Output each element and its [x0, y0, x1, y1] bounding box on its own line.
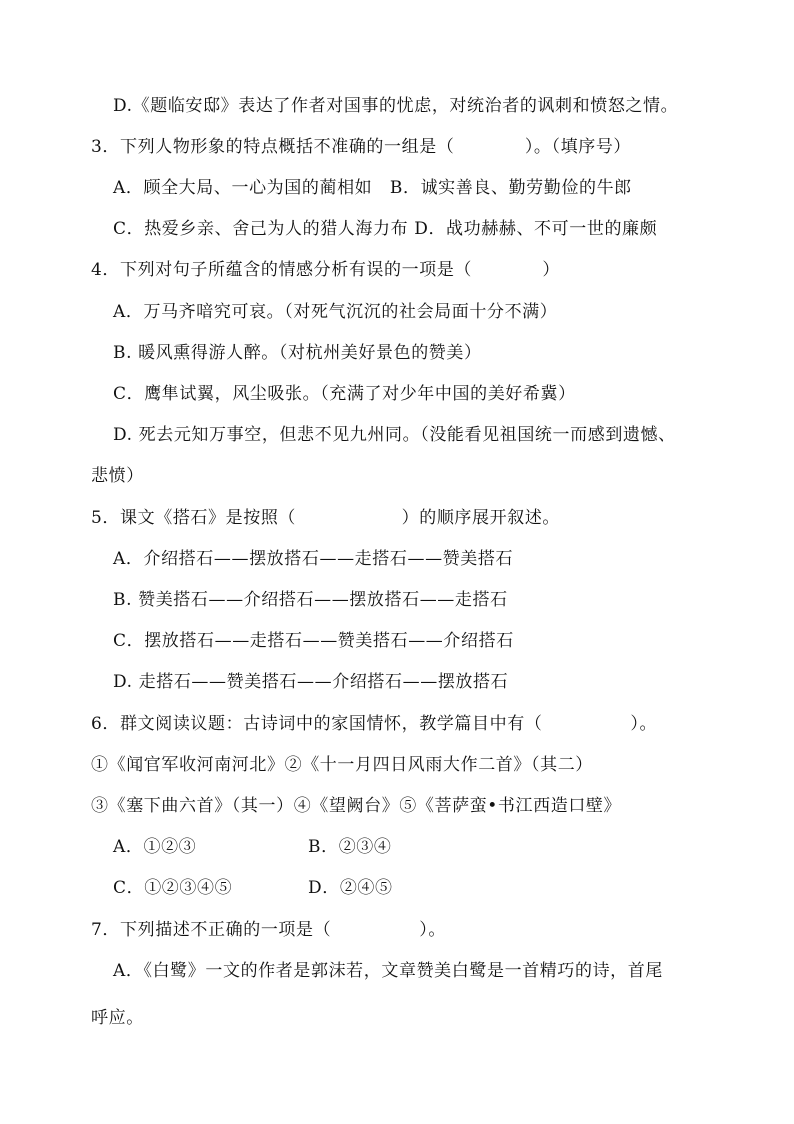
q3-options-cd: C．热爱乡亲、舍己为人的猎人海力布 D．战功赫赫、不可一世的廉颇	[113, 219, 658, 239]
question-5-stem: 5．课文《搭石》是按照（ ）的顺序展开叙述。	[91, 508, 561, 528]
q4-option-d-continued: 悲愤）	[91, 466, 144, 486]
q5-option-d: D. 走搭石——赞美搭石——介绍搭石——摆放搭石	[113, 672, 509, 692]
q5-option-c: C．摆放搭石——走搭石——赞美搭石——介绍搭石	[113, 631, 514, 651]
q4-option-d: D. 死去元知万事空，但悲不见九州同。（没能看见祖国统一而感到遗憾、	[113, 425, 676, 445]
q3-options-ab: A．顾全大局、一心为国的蔺相如 B．诚实善良、勤劳勤俭的牛郎	[113, 178, 632, 198]
q2-option-d: D.《题临安邸》表达了作者对国事的忧虑，对统治者的讽刺和愤怒之情。	[113, 96, 679, 116]
question-4-stem: 4．下列对句子所蕴含的情感分析有误的一项是（ ）	[91, 260, 561, 280]
question-7-stem: 7．下列描述不正确的一项是（ ）。	[91, 920, 446, 940]
question-3-stem: 3．下列人物形象的特点概括不准确的一组是（ ）。（填序号）	[91, 137, 632, 157]
q5-option-a: A．介绍搭石——摆放搭石——走搭石——赞美搭石	[113, 549, 514, 569]
question-6-stem: 6．群文阅读议题：古诗词中的家国情怀，教学篇目中有（ ）。	[91, 714, 658, 734]
q4-option-a: A．万马齐喑究可哀。（对死气沉沉的社会局面十分不满）	[113, 302, 558, 322]
q7-option-a-continued: 呼应。	[91, 1008, 144, 1028]
q6-option-a: A．①②③	[113, 837, 197, 857]
q6-option-c: C．①②③④⑤	[113, 878, 233, 898]
q6-option-b: B．②③④	[308, 837, 392, 857]
q6-option-d: D．②④⑤	[308, 878, 393, 898]
q4-option-b: B. 暖风熏得游人醉。（对杭州美好景色的赞美）	[113, 343, 482, 363]
q5-option-b: B. 赞美搭石——介绍搭石——摆放搭石——走搭石	[113, 590, 508, 610]
q7-option-a: A．《白鹭》一文的作者是郭沫若，文章赞美白鹭是一首精巧的诗，首尾	[113, 961, 663, 981]
q6-poem-list-2: ③《塞下曲六首》（其一）④《望阙台》⑤《菩萨蛮•书江西造口壁》	[91, 796, 622, 816]
q4-option-c: C．鹰隼试翼，风尘吸张。（充满了对少年中国的美好希冀）	[113, 384, 576, 404]
q6-poem-list-1: ①《闻官军收河南河北》②《十一月四日风雨大作二首》（其二）	[91, 755, 593, 775]
